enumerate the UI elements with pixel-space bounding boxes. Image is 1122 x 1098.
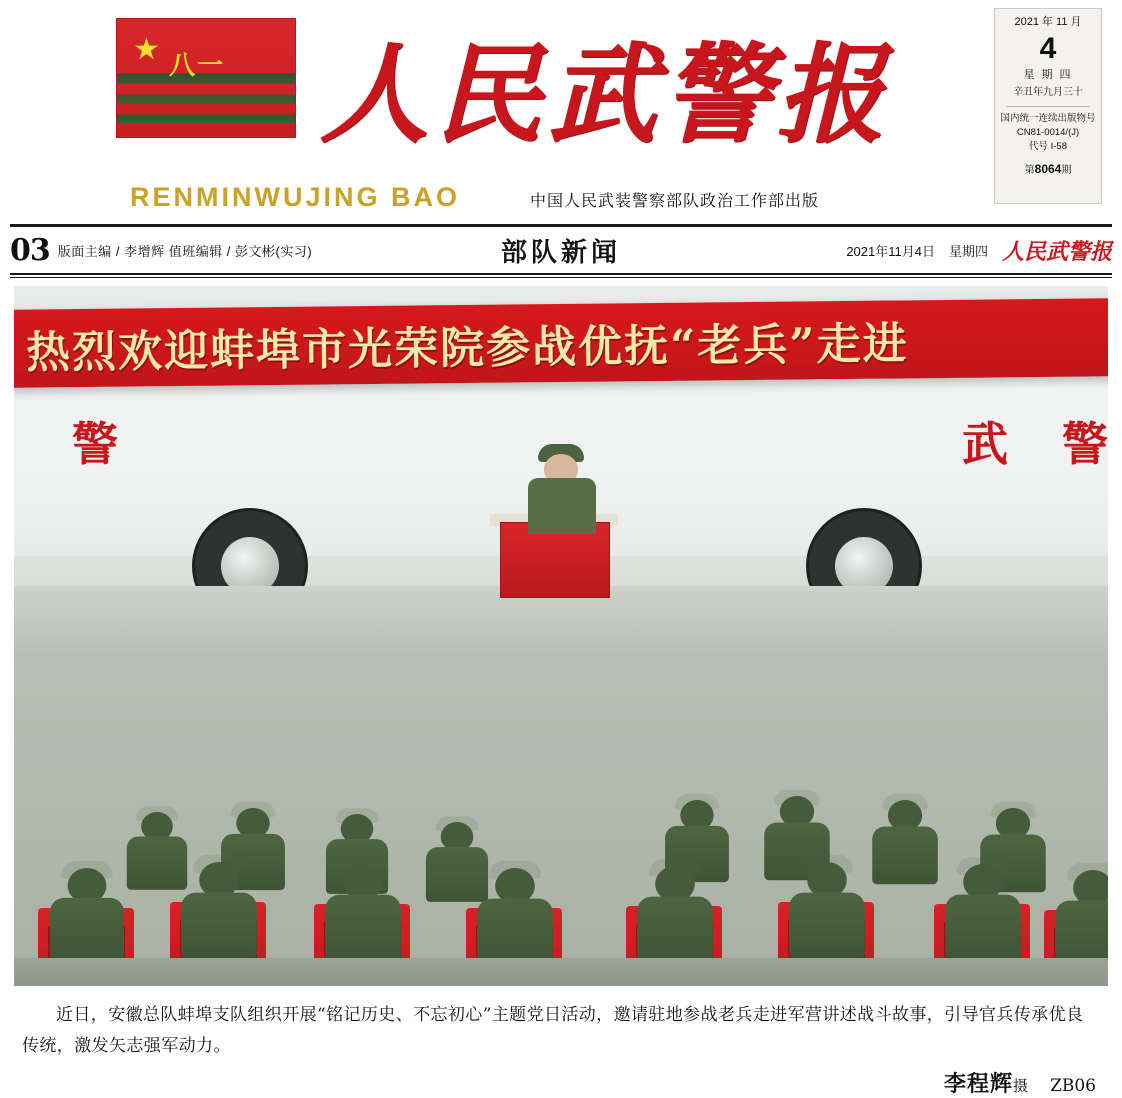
news-photo [14,286,1108,986]
section-rule-top [10,273,1112,275]
speaker-body [528,478,596,534]
newspaper-title: 人民武警报 [320,32,891,158]
star-icon: ★ [133,33,160,66]
issue-line [995,161,1101,178]
date-year-month: 2021 年 11 月 [1014,16,1082,28]
date-divider [1006,106,1091,107]
bus-char-2: 武 [962,417,1008,471]
photo-credit [0,1067,1096,1098]
agent-code: 代号 I-58 [1028,141,1067,153]
section-bar [10,227,1112,273]
issue-prefix: 第 [1024,164,1035,176]
pla-flag-logo [116,18,296,138]
photo-code: ZB06 [1050,1076,1096,1097]
editors-line: 版面主编 / 李增辉 值班编辑 / 彭文彬(实习) [57,243,313,259]
section-weekday: 星期四 [948,243,988,259]
section-title: 部队新闻 [500,237,621,268]
bus-char-1: 警 [72,417,118,471]
masthead [0,0,1122,222]
newspaper-pinyin: RENMINWUJING BAO [130,182,460,212]
photographer-suffix: 摄 [1013,1077,1029,1096]
cn-number: CN81-0014/(J) [1016,127,1080,139]
welcome-banner-text: 热烈欢迎蚌埠市光荣院参战优抚“老兵”走进 [25,318,909,379]
audience-crowd [14,586,1108,986]
date-weekday: 星 期 四 [1023,69,1073,82]
date-day: 4 [1039,32,1057,66]
section-rule-bottom [10,277,1112,278]
bus-char-3: 警 [1062,417,1108,471]
date-box [994,8,1102,204]
photo-foreground [14,958,1108,986]
photographer-name: 李程辉 [944,1071,1014,1098]
registration-label: 国内统一连续出版物号 [1000,112,1096,124]
page-number: 03 [10,232,50,268]
publisher-line: 中国人民武装警察部队政治工作部出版 [530,193,820,210]
bayi-text: 八一 [169,51,226,81]
welcome-banner [14,298,1108,388]
date-lunar: 辛丑年九月三十 [1013,86,1083,98]
issue-number: 8064 [1034,161,1062,176]
photo-caption: 近日，安徽总队蚌埠支队组织开展“铭记历史、不忘初心”主题党日活动，邀请驻地参战老兵走进军营讲述战斗故事，引导官兵传承优良传统，激发矢志强军动力。 [22,1005,1084,1056]
issue-suffix: 期 [1061,164,1072,176]
mini-logo: 人民武警报 [1001,238,1112,265]
section-date: 2021年11月4日 [846,243,935,259]
section-right-info [846,235,1112,266]
